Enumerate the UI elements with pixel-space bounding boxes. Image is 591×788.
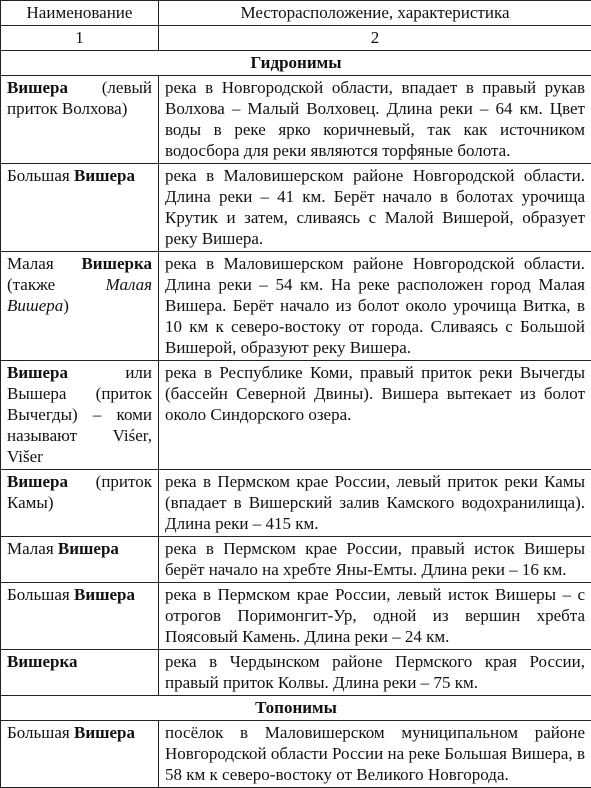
row-description: река в Пермском крае России, правый исток Вишеры берёт начало на хребте Яны-Емты. Длина реки – 16 км. xyxy=(159,537,591,583)
row-description: река в Маловишерском районе Новгородской области. Длина реки – 54 км. На реке расположен город Малая Вишера. Берёт начало из болот около урочища Витка, в 10 км к северо-востоку от города. Сливаясь с Большой Вишерой, образуют реку Вишера. xyxy=(159,252,591,361)
row-name xyxy=(1,76,159,164)
header-description: Месторасположение, характеристика xyxy=(159,1,591,26)
name-bold: Вишера xyxy=(74,166,135,185)
header-name: Наименование xyxy=(1,1,159,26)
column-number-2: 2 xyxy=(159,26,591,51)
name-bold: Вишерка xyxy=(7,652,78,671)
name-end: ) xyxy=(63,296,69,315)
row-description: река в Новгородской области, впадает в правый рукав Волхова – Малый Волховец. Длина реки – 64 км. Цвет воды в реке ярко коричневый, так как источником водосбора для реки являются торфяные болота. xyxy=(159,76,591,164)
row-description: река в Пермском крае России, левый исток Вишеры – с отрогов Поримонгит-Ур, одной из вершин хребта Поясовый Камень. Длина реки – 24 км. xyxy=(159,583,591,650)
section-title: Топонимы xyxy=(1,696,591,721)
name-prefix: Малая xyxy=(7,254,81,273)
section-title: Гидронимы xyxy=(1,51,591,76)
name-prefix: Большая xyxy=(7,723,74,742)
name-bold: Вишера xyxy=(7,78,68,97)
row-name xyxy=(1,583,159,650)
table-row xyxy=(1,76,591,164)
name-bold: Вишерка xyxy=(81,254,152,273)
table-row xyxy=(1,650,591,696)
name-prefix: Малая xyxy=(7,539,58,558)
section-row xyxy=(1,51,591,76)
name-prefix: Большая xyxy=(7,166,74,185)
row-description: река в Пермском крае России, левый приток реки Камы (впадает в Вишерский залив Камского водохранилища). Длина реки – 415 км. xyxy=(159,470,591,537)
table-row xyxy=(1,470,591,537)
name-rest: (приток Камы) xyxy=(7,472,152,512)
name-italic: Малая Вишера xyxy=(7,275,152,315)
row-name xyxy=(1,470,159,537)
row-name xyxy=(1,252,159,361)
name-prefix: Большая xyxy=(7,585,74,604)
row-name xyxy=(1,650,159,696)
table-row xyxy=(1,721,591,788)
name-bold: Вишера xyxy=(7,363,68,382)
column-number-1: 1 xyxy=(1,26,159,51)
row-name xyxy=(1,537,159,583)
table-header-row xyxy=(1,1,591,26)
row-description: посёлок в Маловишерском муниципальном районе Новгородской области России на реке Большая Вишера, в 58 км к северо-востоку от Великого Новгорода. xyxy=(159,721,591,788)
name-bold: Вишера xyxy=(74,723,135,742)
table-row xyxy=(1,164,591,252)
name-bold: Вишера xyxy=(74,585,135,604)
row-description: река в Маловишерском районе Новгородской области. Длина реки – 41 км. Берёт начало в болотах урочища Крутик и затем, сливаясь с Малой Вишерой, образует реку Вишера. xyxy=(159,164,591,252)
row-name xyxy=(1,361,159,470)
name-rest: или Вышера (приток Вычегды) – коми называют Viśer, Višer xyxy=(7,363,152,466)
row-name xyxy=(1,721,159,788)
row-description: река в Республике Коми, правый приток реки Вычегды (бассейн Северной Двины). Вишера вытекает из болот около Синдорского озера. xyxy=(159,361,591,470)
section-row xyxy=(1,696,591,721)
name-bold: Вишера xyxy=(58,539,119,558)
table-row xyxy=(1,537,591,583)
column-number-row xyxy=(1,26,591,51)
table-row xyxy=(1,252,591,361)
row-description: река в Чердынском районе Пермского края России, правый приток Колвы. Длина реки – 75 км. xyxy=(159,650,591,696)
table-row xyxy=(1,361,591,470)
name-bold: Вишера xyxy=(7,472,68,491)
name-rest: (левый приток Волхова) xyxy=(7,78,152,118)
table-row xyxy=(1,583,591,650)
name-rest: (также xyxy=(7,275,106,294)
row-name xyxy=(1,164,159,252)
